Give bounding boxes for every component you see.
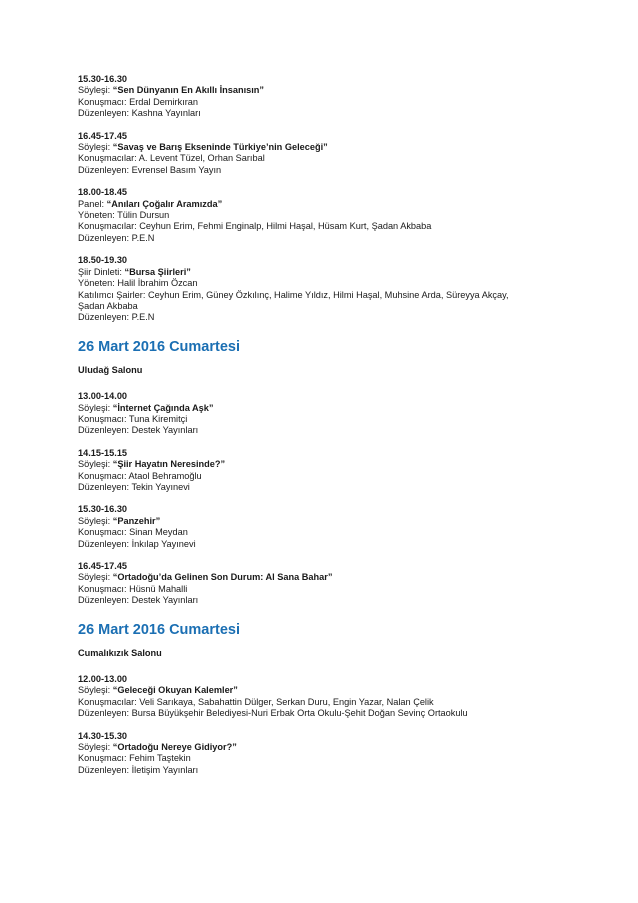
event-heading: [78, 572, 598, 583]
event-detail: Konuşmacılar: A. Levent Tüzel, Orhan Sarıbal: [78, 153, 265, 164]
section-uludag: [78, 338, 598, 607]
event-title: “Sen Dünyanın En Akıllı İnsanısın”: [112, 85, 265, 96]
event-heading: [78, 403, 598, 414]
event-time: 12.00-13.00: [78, 674, 128, 685]
event-item: [78, 131, 598, 177]
event-title: “Geleceği Okuyan Kalemler”: [112, 685, 238, 696]
event-title: “Savaş ve Barış Ekseninde Türkiye’nin Geleceği”: [112, 142, 328, 153]
event-detail: Düzenleyen: P.E.N: [78, 232, 155, 243]
event-detail: Düzenleyen: Kashna Yayınları: [78, 108, 201, 119]
event-type: Söyleşi:: [78, 402, 113, 413]
section-cumalikizik: [78, 621, 598, 777]
event-detail: Konuşmacı: Sinan Meydan: [78, 527, 188, 538]
event-detail: Konuşmacı: Ataol Behramoğlu: [78, 470, 202, 481]
event-item: [78, 255, 598, 323]
event-title: “Şiir Hayatın Neresinde?”: [112, 459, 226, 470]
event-type: Söyleşi:: [78, 459, 113, 470]
event-time: 16.45-17.45: [78, 130, 128, 141]
event-heading: [78, 267, 598, 278]
event-title: “Anıları Çoğalır Aramızda”: [106, 198, 223, 209]
day-heading: 26 Mart 2016 Cumartesi: [78, 621, 240, 638]
event-heading: [78, 142, 598, 153]
event-item: [78, 674, 598, 720]
event-time: 14.30-15.30: [78, 730, 128, 741]
event-item: [78, 504, 598, 550]
event-title: “Bursa Şiirleri”: [124, 266, 191, 277]
event-type: Söyleşi:: [78, 572, 113, 583]
event-title: “Ortadoğu’da Gelinen Son Durum: Al Sana Bahar”: [112, 572, 333, 583]
event-type: Söyleşi:: [78, 742, 113, 753]
event-heading: [78, 685, 598, 696]
event-heading: [78, 516, 598, 527]
event-title: “Panzehir”: [112, 515, 161, 526]
event-detail: Düzenleyen: Destek Yayınları: [78, 595, 199, 606]
day-heading: 26 Mart 2016 Cumartesi: [78, 338, 240, 355]
event-detail: Yöneten: Tülin Dursun: [78, 210, 170, 221]
event-item: [78, 448, 598, 494]
event-item: [78, 391, 598, 437]
event-detail: Konuşmacı: Tuna Kiremitçi: [78, 413, 188, 424]
event-detail: Konuşmacılar: Veli Sarıkaya, Sabahattin Dülger, Serkan Duru, Engin Yazar, Nalan Çelik: [78, 696, 434, 707]
event-type: Panel:: [78, 198, 107, 209]
event-detail: Konuşmacı: Hüsnü Mahalli: [78, 583, 188, 594]
event-title: “Ortadoğu Nereye Gidiyor?”: [112, 742, 237, 753]
event-type: Söyleşi:: [78, 85, 113, 96]
event-title: “İnternet Çağında Aşk”: [112, 402, 214, 413]
event-detail: Düzenleyen: Bursa Büyükşehir Belediyesi-Nuri Erbak Orta Okulu-Şehit Doğan Sevinç Ortaokulu: [78, 708, 468, 719]
event-time: 15.30-16.30: [78, 504, 128, 515]
event-time: 14.15-15.15: [78, 447, 128, 458]
event-time: 13.00-14.00: [78, 391, 128, 402]
event-detail: Düzenleyen: Destek Yayınları: [78, 425, 199, 436]
event-type: Söyleşi:: [78, 142, 113, 153]
event-detail: Şadan Akbaba: [78, 300, 138, 311]
event-item: [78, 74, 598, 120]
event-detail: Düzenleyen: İletişim Yayınları: [78, 764, 199, 775]
event-detail: Konuşmacı: Fehim Taştekin: [78, 753, 191, 764]
event-detail: Yöneten: Halil İbrahim Özcan: [78, 278, 198, 289]
event-heading: [78, 199, 598, 210]
event-time: 18.50-19.30: [78, 255, 128, 266]
event-detail: Düzenleyen: Evrensel Basım Yayın: [78, 164, 222, 175]
hall-name: Cumalıkızık Salonu: [78, 647, 162, 658]
event-detail: Düzenleyen: P.E.N: [78, 312, 155, 323]
event-type: Şiir Dinleti:: [78, 266, 125, 277]
hall-name: Uludağ Salonu: [78, 364, 143, 375]
event-type: Söyleşi:: [78, 685, 113, 696]
event-detail: Konuşmacılar: Ceyhun Erim, Fehmi Enginalp, Hilmi Haşal, Hüsam Kurt, Şadan Akbaba: [78, 221, 432, 232]
program-content: [78, 74, 598, 787]
event-time: 15.30-16.30: [78, 74, 128, 84]
event-heading: [78, 742, 598, 753]
event-detail: Katılımcı Şairler: Ceyhun Erim, Güney Özkılınç, Halime Yıldız, Hilmi Haşal, Muhsine Arda, Süreyya Akçay,: [78, 289, 509, 300]
event-detail: Düzenleyen: İnkılap Yayınevi: [78, 538, 196, 549]
section-continued: [78, 74, 598, 324]
event-time: 18.00-18.45: [78, 187, 128, 198]
event-detail: Konuşmacı: Erdal Demirkıran: [78, 96, 198, 107]
event-detail: Düzenleyen: Tekin Yayınevi: [78, 481, 190, 492]
event-time: 16.45-17.45: [78, 561, 128, 571]
event-item: [78, 187, 598, 244]
event-item: [78, 731, 598, 777]
event-type: Söyleşi:: [78, 515, 113, 526]
event-item: [78, 561, 598, 607]
event-heading: [78, 459, 598, 470]
event-heading: [78, 85, 598, 96]
